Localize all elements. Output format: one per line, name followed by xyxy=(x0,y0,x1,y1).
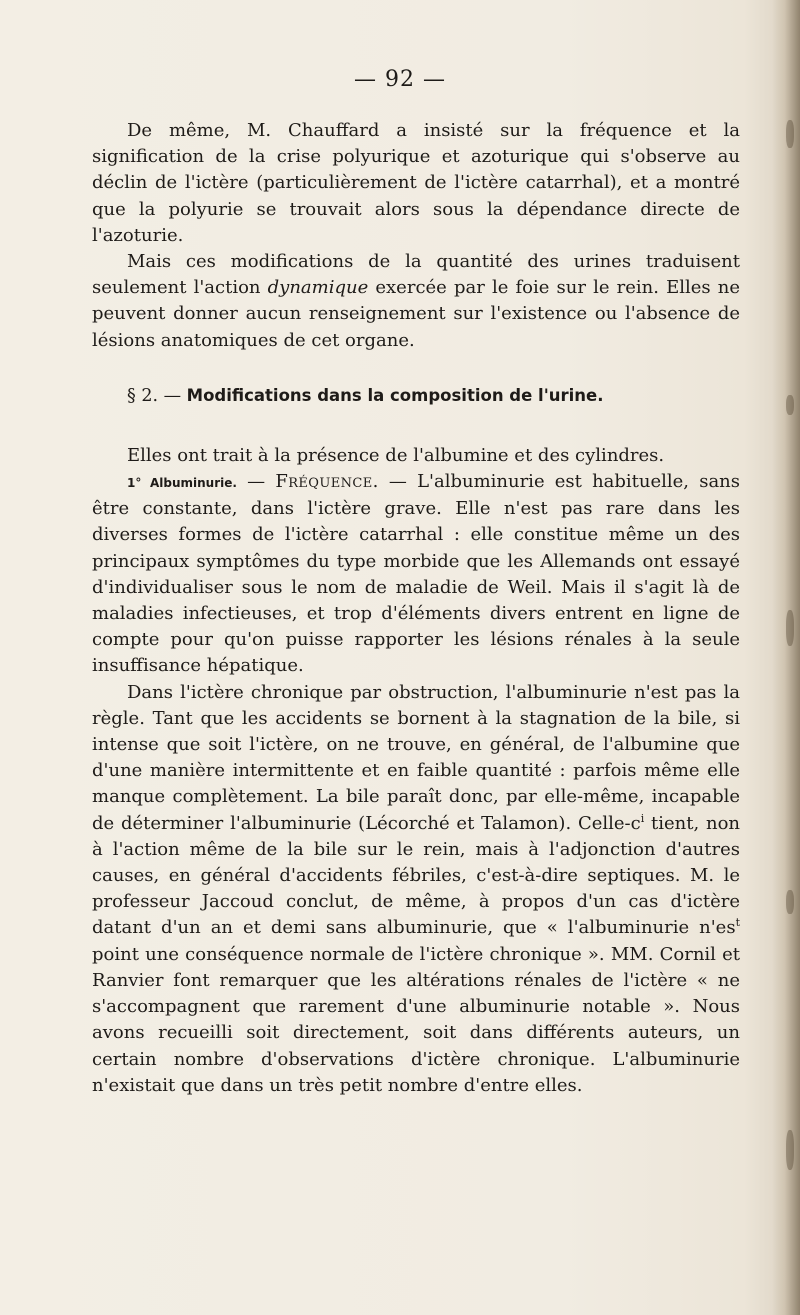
page-edge-mark xyxy=(786,1130,794,1170)
paragraph-4 xyxy=(92,469,740,680)
paragraph-5-part3: point une conséquence normale de l'ictère chronique ». MM. Cornil et Ranvier font remarquer que les altérations rénales de l'ictère « ne s'accompagnent que rarement d'une albuminurie notable ». Nous avons recueilli soit directement, soit dans différents auteurs, un certain nombre d'observations d'ictère chronique. L'albuminurie n'existait que dans un très petit nombre d'entre elles. xyxy=(92,943,740,1096)
paragraph-1: De même, M. Chauffard a insisté sur la fréquence et la signification de la crise polyurique et azoturique qui s'observe au déclin de l'ictère (particulièrement de l'ictère catarrhal), et a montré que la polyurie se trouvait alors sous la dépendance directe de l'azoturie. xyxy=(92,120,740,246)
paragraph-5-part1: Dans l'ictère chronique par obstruction, l'albuminurie n'est pas la règle. Tant que les accidents se bornent à la stagnation de la bile, si intense que soit l'ictère, on ne trouve, en général, de l'albumine que d'une manière intermittente et en faible quantité : parfois même elle manque complètement. La bile paraît donc, par elle-même, incapable de déterminer l'albuminurie (Lécorché et Talamon). Celle-c xyxy=(92,681,740,834)
paragraph-4-text: — L'albuminurie est habituelle, sans être constante, dans l'ictère grave. Elle n'est pas rare dans les diverses formes de l'ictère catarrhal : elle constitue même un des principaux symptômes du type morbide que les Allemands ont essayé d'individualiser sous le nom de maladie de Weil. Mais il s'agit là de maladies infectieuses, et trop d'éléments divers entrent en ligne de compte pour qu'on puisse rapporter les lésions rénales à la seule insuffisance hépatique. xyxy=(92,471,741,677)
paragraph-2-before: Mais ces modifications de la quantité des urines traduisent seulement l'action xyxy=(92,251,740,299)
text-body xyxy=(92,118,740,1099)
paragraph-2 xyxy=(92,249,740,354)
page-edge-shadow xyxy=(772,0,800,1315)
page-edge-mark xyxy=(786,890,794,914)
section-heading xyxy=(127,385,740,407)
paragraph-4-dash: — xyxy=(236,471,276,493)
albuminuria-label: 1° Albuminurie. xyxy=(127,476,237,491)
page-number: — 92 — xyxy=(354,67,446,92)
paragraph-2-italic: dynamique xyxy=(267,277,369,299)
section-title: Modifications dans la composition de l'urine. xyxy=(186,385,604,405)
page-edge-mark xyxy=(786,395,794,415)
paragraph-2-after: exercée par le foie sur le rein. Elles ne peuvent donner aucun renseignement sur l'existence ou l'absence de lésions anatomiques de cet organe. xyxy=(92,277,740,351)
paragraph-5-superscript-2: t xyxy=(735,916,740,930)
paragraph-5-part2: tient, non à l'action même de la bile sur le rein, mais à l'adjonction d'autres causes, en général d'accidents fébriles, c'est-à-dire septiques. M. le professeur Jaccoud conclut, de même, à propos d'un cas d'ictère datant d'un an et demi sans albuminurie, que « l'albuminurie n'es xyxy=(92,812,740,939)
paragraph-5 xyxy=(92,680,740,1099)
page-edge-mark xyxy=(786,120,794,148)
page-edge-mark xyxy=(786,610,794,646)
paragraph-3: Elles ont trait à la présence de l'albumine et des cylindres. xyxy=(127,444,665,466)
paragraph-5-superscript-1: i xyxy=(640,811,645,825)
frequency-label: Fréquence. xyxy=(275,471,379,493)
section-number: § 2. — xyxy=(127,385,182,406)
